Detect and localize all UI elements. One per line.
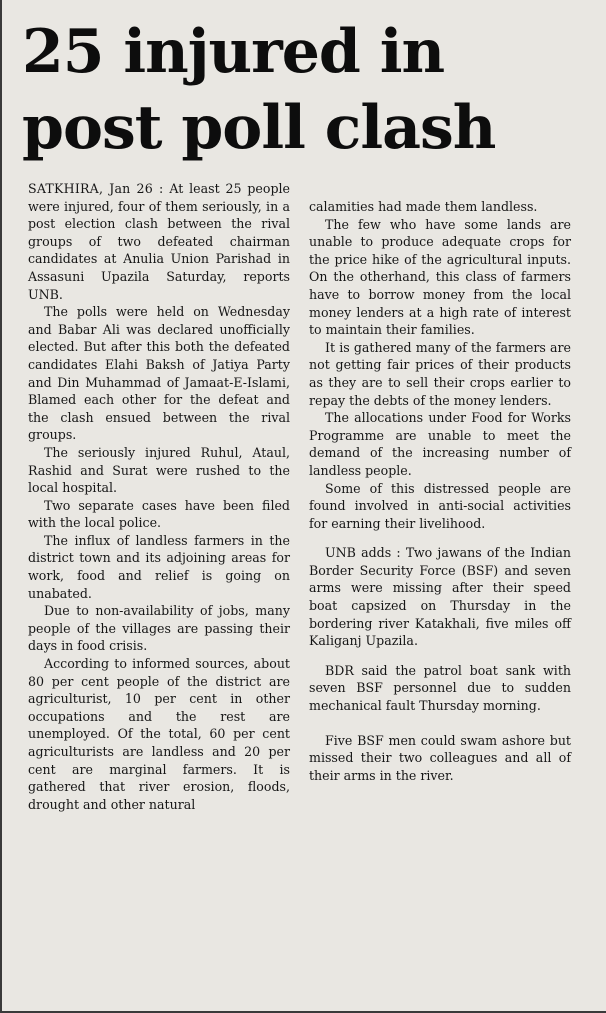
lead-text: At least 25 people were injured, four of them seriously, in a post election clash between the rival groups of two defeated chairman candidates at Anulia Union Parishad in Assasuni Upazila Saturday, reports UNB. bbox=[28, 181, 290, 302]
paragraph: Five BSF men could swam ashore but missed their two colleagues and all of their arms in the river. bbox=[309, 732, 571, 783]
paragraph: UNB adds : Two jawans of the Indian Border Security Force (BSF) and seven arms were missing after their speed boat capsized on Thursday in the bordering river Katakhali, five miles off Kaliganj Upazila. bbox=[309, 545, 571, 649]
paragraph: The influx of landless farmers in the district town and its adjoining areas for work, food and relief is going on unabated. bbox=[28, 532, 290, 601]
article-column-right bbox=[309, 198, 571, 784]
paragraph-continued: calamities had made them landless. bbox=[309, 199, 538, 214]
paragraph: The allocations under Food for Works Programme are unable to meet the demand of the increasing number of landless people. bbox=[309, 410, 571, 478]
headline-line-2: post poll clash bbox=[22, 93, 496, 163]
paragraph: According to informed sources, about 80 per cent people of the district are agriculturist, 10 per cent in other occupations and the rest are unemployed. Of the total, 60 per cent agriculturists are landless and 20 per cent are marginal farmers. It is gathered that river erosion, floods, drought and other natural bbox=[28, 656, 290, 812]
paragraph: The seriously injured Ruhul, Ataul, Rashid and Surat were rushed to the local hospital. bbox=[28, 444, 290, 496]
paragraph: Due to non-availability of jobs, many people of the villages are passing their days in food crisis. bbox=[28, 603, 290, 654]
paragraph: The few who have some lands are unable to produce adequate crops for the price hike of the agricultural inputs. On the otherhand, this class of farmers have to borrow money from the local money lenders at a high rate of interest to maintain their families. bbox=[309, 216, 571, 338]
dateline: SATKHIRA, Jan 26 : bbox=[28, 181, 164, 196]
paragraph: Two separate cases have been filed with the local police. bbox=[28, 497, 290, 531]
headline-line-1: 25 injured in bbox=[22, 17, 445, 87]
headline bbox=[22, 14, 592, 166]
paragraph: It is gathered many of the farmers are not getting fair prices of their products as they are to sell their crops earlier to repay the debts of the money lenders. bbox=[309, 339, 571, 408]
lead-paragraph bbox=[28, 180, 290, 303]
paragraph: The polls were held on Wednesday and Babar Ali was declared unofficially elected. But after this both the defeated candidates Elahi Baksh of Jatiya Party and Din Muhammad of Jamaat-E-Islami, Blamed each other for the defeat and the clash ensued between the rival groups. bbox=[28, 304, 290, 443]
paragraph: Some of this distressed people are found involved in anti-social activities for earning their livelihood. bbox=[309, 480, 571, 531]
paragraph: BDR said the patrol boat sank with seven BSF personnel due to sudden mechanical fault Thursday morning. bbox=[309, 662, 571, 714]
article-column-left bbox=[28, 180, 290, 813]
